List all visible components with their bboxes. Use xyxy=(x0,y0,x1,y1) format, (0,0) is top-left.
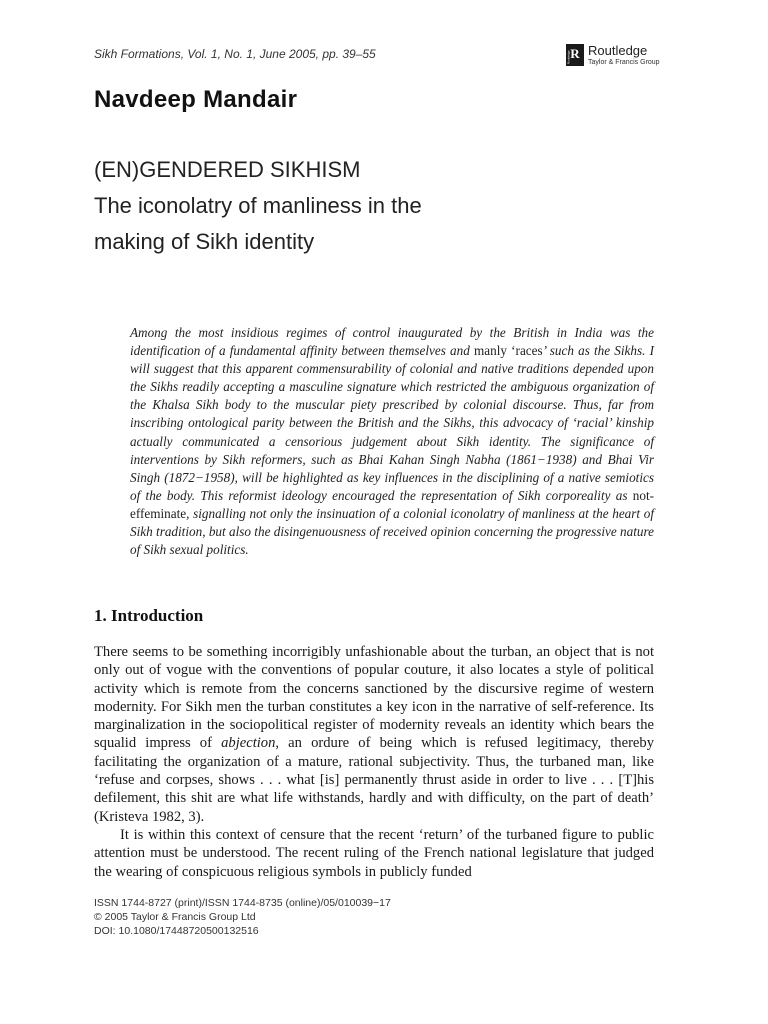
paragraph-text: There seems to be something incorrigibly unfashionable about the turban, an object that is not only out of vogue with the conventions of popular couture, it also locates a style of political activity which is remote from the concerns sanctioned by the discursive regime of western modernity. For Sikh men the turban constitutes a key icon in the narrative of self-reference. Its marginalization in the sociopolitical register of modernity reveals an identity which bears the squalid impress of xyxy=(94,644,654,752)
abstract-upright-text: manly ‘races xyxy=(474,343,543,359)
routledge-logo-icon xyxy=(566,44,584,66)
title-line: The iconolatry of manliness in the xyxy=(94,193,422,218)
publisher-logo xyxy=(566,44,660,66)
publisher-name: Routledge xyxy=(588,43,648,58)
paragraph: It is within this context of censure that the recent ‘return’ of the turbaned figure to public attention must be understood. The recent ruling of the French national legislature that judged the wearing of conspicuous religious symbols in publicly funded xyxy=(94,826,654,880)
abstract-upright-text: not-effeminate xyxy=(130,487,654,521)
paragraph xyxy=(94,643,654,826)
paragraph-text: , an ordure of being which is refused legitimacy, thereby facilitating the organization of a mature, rational subjectivity. Thus, the turbaned man, like ‘refuse and corpses, shows . . . what [is] permanently thrust aside in order to live . . . [T]his defilement, this shit are what life withstands, hardly and with difficulty, on the part of death’ (Kristeva 1982, 3). xyxy=(94,735,654,825)
svg-text:R: R xyxy=(570,46,580,61)
publisher-text xyxy=(588,44,660,66)
article-title xyxy=(94,152,422,260)
emphasized-term: abjection xyxy=(221,735,276,752)
svg-text:Routledge: Routledge xyxy=(566,50,571,64)
body-text xyxy=(94,643,654,881)
issn-line: ISSN 1744-8727 (print)/ISSN 1744-8735 (online)/05/010039−17 xyxy=(94,897,391,909)
copyright-line: © 2005 Taylor & Francis Group Ltd xyxy=(94,911,256,923)
publisher-subtitle: Taylor & Francis Group xyxy=(588,59,660,66)
author-name: Navdeep Mandair xyxy=(94,86,298,113)
title-line: (EN)GENDERED SIKHISM xyxy=(94,157,361,182)
journal-citation: Sikh Formations, Vol. 1, No. 1, June 2005, pp. 39–55 xyxy=(94,47,376,61)
abstract-text: Among the most insidious regimes of control inaugurated by the British in India was the identification of a fundamental affinity between themselves and xyxy=(130,325,654,359)
section-heading: 1. Introduction xyxy=(94,606,204,625)
abstract xyxy=(130,324,654,559)
doi-line: DOI: 10.1080/17448720500132516 xyxy=(94,925,259,937)
abstract-text: , signalling not only the insinuation of a colonial iconolatry of manliness at the heart of Sikh tradition, but also the disingenuousness of received opinion concerning the progressive nature of Sikh sexual politics. xyxy=(130,505,654,558)
abstract-text: ’ such as the Sikhs. I will suggest that this apparent commensurability of colonial and native traditions depended upon the Sikhs readily accepting a masculine signature which restricted the ambiguous organization of the Khalsa Sikh body to the muscular piety prescribed by colonial discourse. Thus, far from inscribing ontological parity between the British and the Sikhs, this advocacy of ‘racial’ kinship actually communicated a censorious judgement about Sikh identity. The significance of interventions by Sikh reformers, such as Bhai Kahan Singh Nabha (1861−1938) and Bhai Vir Singh (1872−1958), will be highlighted as key influences in the disciplining of a native semiotics of the body. This reformist ideology encouraged the representation of Sikh corporeality as xyxy=(130,343,655,503)
title-line: making of Sikh identity xyxy=(94,229,315,254)
footer-metadata xyxy=(94,896,391,938)
